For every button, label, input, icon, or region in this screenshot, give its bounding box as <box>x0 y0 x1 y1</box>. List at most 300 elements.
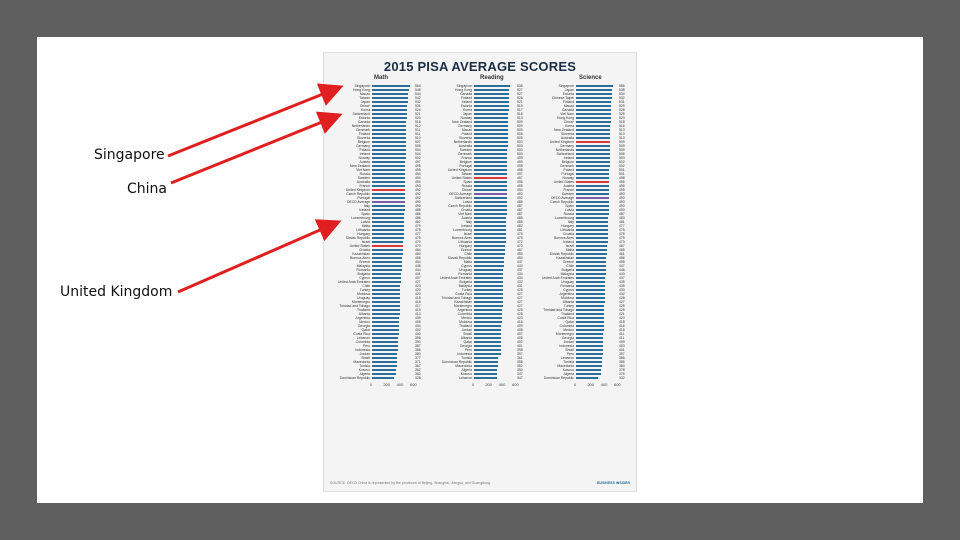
country-label: Romania <box>356 268 370 272</box>
country-label: Denmark <box>560 164 574 168</box>
score-value: 421 <box>619 312 625 316</box>
score-bar <box>576 141 610 144</box>
country-label: Jordan <box>359 352 370 356</box>
score-bar <box>474 277 503 280</box>
score-value: 434 <box>517 276 523 280</box>
country-label: Latvia <box>360 220 370 224</box>
score-bar <box>576 101 611 104</box>
score-bar <box>372 317 399 320</box>
score-value: 350 <box>517 368 523 372</box>
score-value: 432 <box>517 280 523 284</box>
country-label: Italy <box>465 220 472 224</box>
score-value: 516 <box>619 124 625 128</box>
country-label: Norway <box>358 156 370 160</box>
score-value: 538 <box>619 88 625 92</box>
country-label: Lebanon <box>458 376 472 380</box>
score-value: 444 <box>415 268 421 272</box>
score-value: 544 <box>415 92 421 96</box>
score-bar <box>372 301 400 304</box>
score-bar <box>576 149 610 152</box>
score-bar <box>474 369 497 372</box>
score-bar <box>372 261 402 264</box>
country-label: Macedonia <box>353 360 370 364</box>
score-bar <box>474 141 508 144</box>
country-label: Canada <box>358 120 370 124</box>
score-bar <box>372 133 406 136</box>
score-bar <box>576 353 603 356</box>
score-bar <box>474 285 503 288</box>
country-label: Spain <box>361 212 370 216</box>
score-bar <box>576 309 604 312</box>
score-value: 492 <box>415 196 421 200</box>
score-value: 498 <box>517 168 523 172</box>
brand-logo-text: BUSINESS INSIDER <box>596 481 630 485</box>
score-bar <box>474 169 507 172</box>
country-label: New Zealand <box>452 120 472 124</box>
country-label: Bulgaria <box>459 280 472 284</box>
country-label: Croatia <box>461 208 472 212</box>
score-value: 461 <box>619 252 625 256</box>
score-bar <box>474 373 497 376</box>
score-bar <box>474 361 498 364</box>
score-bar <box>372 101 408 104</box>
country-label: United Arab Emirates <box>337 280 370 284</box>
score-value: 405 <box>517 336 523 340</box>
country-label: Slovak Republic <box>345 236 370 240</box>
score-bar <box>576 273 606 276</box>
score-bar <box>372 249 403 252</box>
country-label: Argentina <box>559 292 574 296</box>
score-value: 495 <box>415 168 421 172</box>
score-bar <box>372 221 404 224</box>
score-bar <box>372 109 407 112</box>
score-bar <box>372 213 404 216</box>
score-value: 418 <box>415 300 421 304</box>
country-label: Iceland <box>563 240 574 244</box>
country-label: Portugal <box>357 196 370 200</box>
score-value: 487 <box>517 204 523 208</box>
country-label: Korea <box>462 108 472 112</box>
country-label: Macao <box>359 92 370 96</box>
score-value: 504 <box>415 148 421 152</box>
score-bar <box>474 217 506 220</box>
score-bar <box>576 293 605 296</box>
score-value: 361 <box>517 356 523 360</box>
score-value: 432 <box>619 292 625 296</box>
score-value: 516 <box>415 120 421 124</box>
score-bar <box>576 285 605 288</box>
score-bar <box>474 305 503 308</box>
score-value: 507 <box>415 140 421 144</box>
score-bar <box>576 265 606 268</box>
score-value: 501 <box>619 168 625 172</box>
country-label: United Arab Emirates <box>439 276 472 280</box>
country-label: Jordan <box>563 340 574 344</box>
score-value: 482 <box>415 220 421 224</box>
country-label: Moldova <box>357 292 370 296</box>
score-value: 509 <box>517 124 523 128</box>
score-bar <box>372 325 399 328</box>
score-value: 413 <box>415 312 421 316</box>
country-label: Mexico <box>359 320 370 324</box>
country-label: Trinidad and Tobago <box>339 304 370 308</box>
score-bar <box>474 105 509 108</box>
country-label: Finland <box>460 96 472 100</box>
country-label: Macedonia <box>455 364 472 368</box>
label-united-kingdom: United Kingdom <box>60 284 173 300</box>
score-value: 492 <box>415 192 421 196</box>
country-label: Singapore <box>456 84 472 88</box>
score-bar <box>474 197 507 200</box>
score-value: 481 <box>517 228 523 232</box>
country-label: Turkey <box>563 304 574 308</box>
score-value: 416 <box>619 324 625 328</box>
source-note: SOURCE: OECD China is represented by the provinces of Beijing, Shanghai, Jiangsu, and Guangdong. <box>330 481 491 485</box>
country-label: Moldova <box>561 296 574 300</box>
score-value: 475 <box>619 228 625 232</box>
country-label: United Kingdom <box>447 168 472 172</box>
score-bar <box>372 329 399 332</box>
country-label: Algeria <box>359 372 370 376</box>
country-label: Indonesia <box>457 352 472 356</box>
score-value: 400 <box>415 332 421 336</box>
score-bar <box>372 257 402 260</box>
country-label: Bulgaria <box>357 272 370 276</box>
score-value: 494 <box>415 180 421 184</box>
score-bar <box>372 97 408 100</box>
score-bar <box>372 229 404 232</box>
score-bar <box>474 137 508 140</box>
country-label: Latvia <box>564 208 574 212</box>
score-bar <box>474 177 507 180</box>
score-bar <box>576 373 601 376</box>
score-value: 482 <box>517 224 523 228</box>
score-bar <box>372 161 405 164</box>
score-bar <box>576 357 602 360</box>
score-bar <box>474 133 508 136</box>
score-value: 472 <box>517 240 523 244</box>
score-value: 456 <box>619 256 625 260</box>
score-bar <box>576 109 611 112</box>
score-value: 488 <box>517 200 523 204</box>
score-value: 492 <box>517 196 523 200</box>
score-value: 518 <box>619 120 625 124</box>
score-value: 435 <box>619 280 625 284</box>
score-bar <box>372 225 404 228</box>
score-value: 532 <box>619 96 625 100</box>
score-value: 504 <box>415 152 421 156</box>
score-value: 512 <box>415 124 421 128</box>
score-value: 459 <box>517 252 523 256</box>
country-label: Kazakhstan <box>352 252 370 256</box>
country-label: Switzerland <box>352 112 370 116</box>
country-label: Albania <box>562 300 574 304</box>
country-label: Portugal <box>561 172 574 176</box>
score-value: 509 <box>619 140 625 144</box>
country-label: Buenos Aires <box>452 236 472 240</box>
header-math: Math <box>374 75 388 81</box>
score-value: 398 <box>517 348 523 352</box>
score-bar <box>576 85 613 88</box>
score-bar <box>372 373 396 376</box>
score-value: 502 <box>619 164 625 168</box>
score-value: 470 <box>415 244 421 248</box>
country-label: Malta <box>463 260 472 264</box>
country-label: Greece <box>460 248 472 252</box>
score-bar <box>372 205 405 208</box>
score-value: 367 <box>415 364 421 368</box>
score-bar <box>372 117 407 120</box>
score-bar <box>576 221 608 224</box>
country-label: Russia <box>563 212 574 216</box>
score-value: 332 <box>619 376 625 380</box>
country-label: Korea <box>564 124 574 128</box>
score-value: 416 <box>619 328 625 332</box>
country-label: Argentina <box>355 316 370 320</box>
score-bar <box>474 313 502 316</box>
score-bar <box>474 309 502 312</box>
score-bar <box>576 201 609 204</box>
score-value: 404 <box>415 324 421 328</box>
score-bar <box>474 89 509 92</box>
country-label: Netherlands <box>351 124 370 128</box>
score-value: 475 <box>619 236 625 240</box>
country-label: Viet Nam <box>356 168 370 172</box>
score-bar <box>576 345 603 348</box>
score-value: 415 <box>415 308 421 312</box>
score-bar <box>372 129 406 132</box>
country-label: Uruguay <box>357 296 370 300</box>
country-label: OECD Average <box>346 200 370 204</box>
country-label: Israel <box>463 232 472 236</box>
score-value: 493 <box>619 200 625 204</box>
score-value: 498 <box>619 176 625 180</box>
score-value: 506 <box>619 152 625 156</box>
country-label: Malaysia <box>356 264 370 268</box>
country-label: Israel <box>361 240 370 244</box>
country-label: Dominican Republic <box>339 376 370 380</box>
score-bar <box>576 289 605 292</box>
score-value: 494 <box>415 172 421 176</box>
country-label: Germany <box>356 144 370 148</box>
score-value: 519 <box>517 104 523 108</box>
score-value: 509 <box>517 128 523 132</box>
score-bar <box>372 93 408 96</box>
score-value: 477 <box>619 224 625 228</box>
score-bar <box>576 317 604 320</box>
score-value: 427 <box>517 292 523 296</box>
score-value: 486 <box>415 212 421 216</box>
score-bar <box>474 117 508 120</box>
country-label: Spain <box>463 180 472 184</box>
score-value: 437 <box>415 276 421 280</box>
score-bar <box>576 325 604 328</box>
score-value: 423 <box>415 284 421 288</box>
score-value: 473 <box>619 240 625 244</box>
country-label: China* <box>461 188 472 192</box>
score-value: 525 <box>619 112 625 116</box>
score-bar <box>372 365 397 368</box>
country-label: Colombia <box>457 312 472 316</box>
score-value: 427 <box>517 300 523 304</box>
score-bar <box>474 101 509 104</box>
axis-tick-label: 600 <box>512 382 519 387</box>
score-bar <box>372 337 398 340</box>
country-label: Korea <box>360 108 370 112</box>
country-label: Malaysia <box>458 284 472 288</box>
score-bar <box>576 377 598 380</box>
score-value: 483 <box>619 216 625 220</box>
country-label: Buenos Aires <box>350 256 370 260</box>
score-bar <box>372 345 398 348</box>
country-label: OECD Average <box>448 192 472 196</box>
country-label: Poland <box>563 168 574 172</box>
score-bar <box>372 105 407 108</box>
score-value: 511 <box>415 132 421 136</box>
country-label: Mexico <box>563 328 574 332</box>
score-bar <box>372 137 406 140</box>
score-value: 411 <box>619 336 625 340</box>
score-bar <box>474 377 497 380</box>
score-bar <box>474 245 505 248</box>
score-value: 401 <box>517 344 523 348</box>
country-label: Montenegro <box>351 300 370 304</box>
score-value: 497 <box>517 176 523 180</box>
score-bar <box>372 209 405 212</box>
country-label: Latvia <box>462 200 472 204</box>
country-label: Argentina <box>457 308 472 312</box>
country-label: Slovenia <box>560 132 574 136</box>
score-bar <box>474 321 502 324</box>
country-label: Cyprus <box>359 276 370 280</box>
score-bar <box>474 341 501 344</box>
score-bar <box>576 97 612 100</box>
score-bar <box>474 329 501 332</box>
country-label: Kazakhstan <box>556 256 574 260</box>
score-bar <box>372 369 396 372</box>
score-value: 494 <box>517 188 523 192</box>
score-bar <box>474 225 506 228</box>
country-label: Italy <box>363 204 370 208</box>
country-label: Bulgaria <box>561 268 574 272</box>
score-value: 465 <box>619 248 625 252</box>
axis-tick-label: 0 <box>574 382 577 387</box>
country-label: Lithuania <box>560 228 574 232</box>
country-label: Macao <box>461 128 472 132</box>
country-label: Peru <box>362 344 370 348</box>
score-value: 531 <box>415 104 421 108</box>
country-label: Hungary <box>459 244 472 248</box>
score-bar <box>372 85 410 88</box>
score-value: 513 <box>619 128 625 132</box>
score-bar <box>372 165 405 168</box>
score-bar <box>372 277 401 280</box>
score-bar <box>474 201 507 204</box>
score-bar <box>372 269 402 272</box>
score-bar <box>372 285 400 288</box>
country-label: United States <box>451 176 472 180</box>
score-bar <box>576 241 608 244</box>
score-bar <box>576 253 607 256</box>
score-bar <box>576 229 608 232</box>
score-bar <box>576 237 608 240</box>
score-value: 433 <box>619 288 625 292</box>
score-bar <box>372 297 400 300</box>
country-label: Czech Republic <box>550 200 574 204</box>
score-bar <box>576 313 604 316</box>
country-label: United Arab Emirates <box>541 276 574 280</box>
country-label: Trinidad and Tobago <box>441 296 472 300</box>
score-bar <box>474 253 505 256</box>
score-value: 428 <box>517 288 523 292</box>
score-bar <box>474 145 508 148</box>
country-label: Netherlands <box>555 148 574 152</box>
country-label: Thailand <box>356 308 370 312</box>
score-bar <box>372 149 406 152</box>
score-value: 428 <box>619 296 625 300</box>
score-value: 475 <box>415 236 421 240</box>
score-value: 490 <box>415 200 421 204</box>
score-bar <box>474 113 508 116</box>
score-bar <box>474 301 503 304</box>
score-value: 467 <box>517 248 523 252</box>
score-value: 427 <box>517 296 523 300</box>
score-value: 408 <box>415 320 421 324</box>
score-bar <box>576 93 612 96</box>
score-value: 493 <box>517 192 523 196</box>
score-bar <box>474 337 501 340</box>
label-singapore: Singapore <box>94 147 165 163</box>
score-value: 495 <box>517 184 523 188</box>
header-reading: Reading <box>480 75 504 81</box>
country-label: Hungary <box>561 224 574 228</box>
score-bar <box>474 209 507 212</box>
score-value: 447 <box>517 260 523 264</box>
score-value: 493 <box>415 184 421 188</box>
score-bar <box>474 125 508 128</box>
country-label: Sweden <box>357 176 370 180</box>
score-value: 456 <box>415 256 421 260</box>
score-value: 487 <box>619 212 625 216</box>
country-label: Estonia <box>358 116 370 120</box>
score-value: 534 <box>619 92 625 96</box>
score-value: 477 <box>415 232 421 236</box>
country-label: Albania <box>460 336 472 340</box>
country-label: Japan <box>564 88 574 92</box>
score-value: 493 <box>619 192 625 196</box>
score-bar <box>576 257 606 260</box>
country-label: Canada <box>562 108 574 112</box>
score-bar <box>474 317 502 320</box>
country-label: Lithuania <box>458 240 472 244</box>
score-bar <box>372 233 404 236</box>
score-bar <box>474 85 510 88</box>
score-value: 362 <box>415 368 421 372</box>
score-bar <box>576 165 610 168</box>
score-bar <box>474 249 505 252</box>
score-value: 396 <box>415 336 421 340</box>
infographic-title: 2015 PISA AVERAGE SCORES <box>383 59 577 74</box>
score-value: 505 <box>517 136 523 140</box>
country-label: New Zealand <box>350 164 370 168</box>
score-value: 434 <box>517 272 523 276</box>
score-bar <box>372 189 405 192</box>
score-bar <box>372 197 405 200</box>
score-value: 503 <box>517 144 523 148</box>
country-label: Austria <box>359 160 370 164</box>
score-value: 441 <box>415 272 421 276</box>
score-value: 409 <box>619 340 625 344</box>
